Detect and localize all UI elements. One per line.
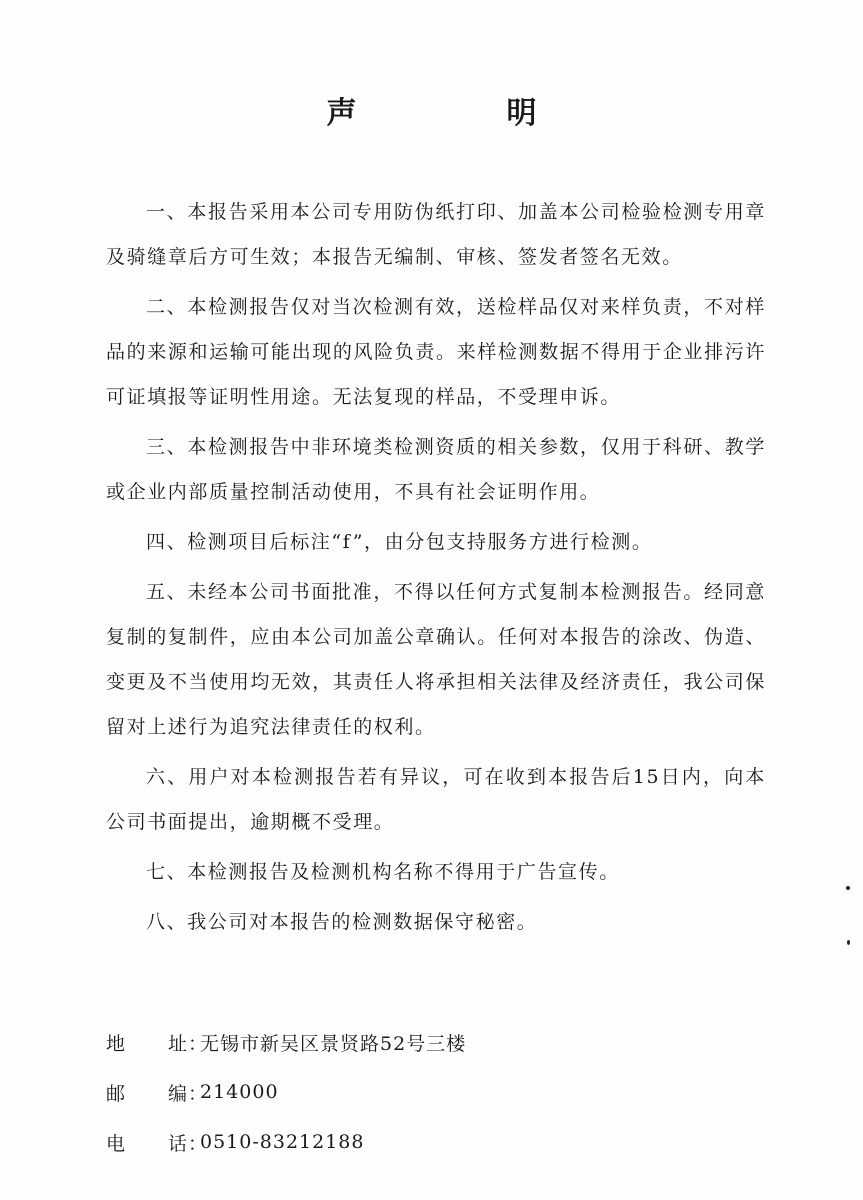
scan-speck xyxy=(846,886,850,890)
phone-label-suffix: 话： xyxy=(168,1132,209,1155)
address-label-char: 地 xyxy=(106,1032,127,1055)
statement-item-6: 六、用户对本检测报告若有异议，可在收到本报告后15日内，向本公司书面提出，逾期概不受理。 xyxy=(106,766,766,833)
postcode-row xyxy=(106,1070,466,1114)
statement-item-2: 二、本检测报告仅对当次检测有效，送检样品仅对来样负责，不对样品的来源和运输可能出现的风险负责。来样检测数据不得用于企业排污许可证填报等证明性用途。无法复现的样品，不受理申诉。 xyxy=(106,296,766,408)
postcode-label-char: 邮 xyxy=(106,1082,127,1105)
statement-item-3: 三、本检测报告中非环境类检测资质的相关参数，仅用于科研、教学或企业内部质量控制活动使用，不具有社会证明作用。 xyxy=(106,436,766,503)
statement-item-1: 一、本报告采用本公司专用防伪纸打印、加盖本公司检验检测专用章及骑缝章后方可生效；本报告无编制、审核、签发者签名无效。 xyxy=(106,201,766,268)
statement-item-5: 五、未经本公司书面批准，不得以任何方式复制本检测报告。经同意复制的复制件，应由本公司加盖公章确认。任何对本报告的涂改、伪造、变更及不当使用均无效，其责任人将承担相关法律及经济责任，我公司保留对上述行为追究法律责任的权利。 xyxy=(106,581,766,738)
scan-speck xyxy=(847,940,850,945)
statement-item-8: 八、我公司对本报告的检测数据保守秘密。 xyxy=(146,911,538,933)
address-value: 无锡市新吴区景贤路52号三楼 xyxy=(200,1032,467,1055)
postcode-value: 214000 xyxy=(200,1081,279,1103)
address-row xyxy=(106,1020,466,1064)
title-char-2: 明 xyxy=(506,96,537,131)
postcode-label-suffix: 编： xyxy=(168,1082,209,1105)
title-char-1: 声 xyxy=(326,96,357,131)
address-label-suffix: 址： xyxy=(168,1032,209,1055)
statement-item-4: 四、检测项目后标注“f”，由分包支持服务方进行检测。 xyxy=(146,531,653,553)
contact-info xyxy=(106,1020,466,1170)
page-title xyxy=(0,88,863,132)
statement-body xyxy=(106,190,766,950)
phone-row xyxy=(106,1120,466,1164)
statement-item-7: 七、本检测报告及检测机构名称不得用于广告宣传。 xyxy=(146,861,620,883)
phone-value: 0510-83212188 xyxy=(200,1131,365,1153)
phone-label-char: 电 xyxy=(106,1132,127,1155)
